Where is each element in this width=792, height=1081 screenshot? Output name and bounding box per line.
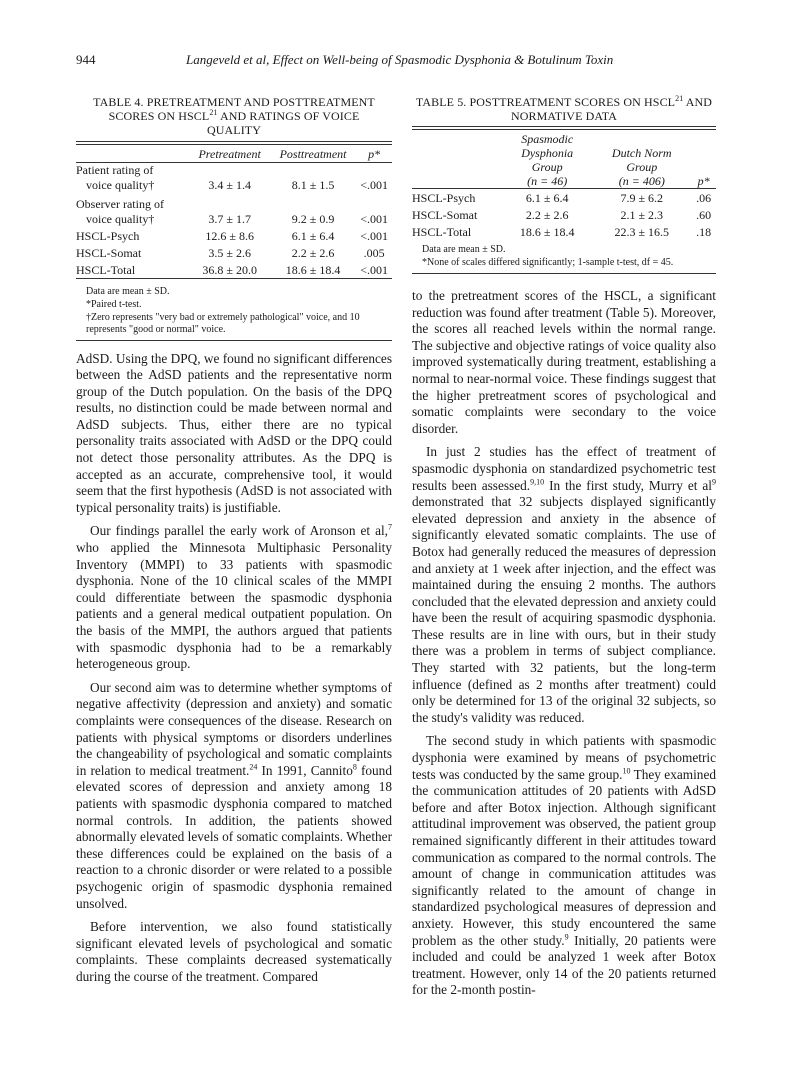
table4-caption-line3: QUALITY xyxy=(206,123,262,137)
running-head: Langeveld et al, Effect on Well-being of Spasmodic Dysphonia & Botulinum Toxin xyxy=(186,52,614,67)
paragraph: In just 2 studies has the effect of treatment of spasmodic dysphonia on standardized psychometric test results been assessed.$^{9,10}$ In the first study, Murry et $al^9$ demonstrated that 32 subjects displayed significantly elevated depression and anxiety in the absence of significantly elevated somatic complaints. The use of Botox had generally reduced the measures of depression and anxiety at 1 week after injection, and the effect was maintained during the ensuing 2 months. The authors concluded that the elevated depression and anxiety could have been the result of acquiring spasmodic dysphonia. These results are in line with ours, but in their study there was a problem in terms of subject compliance. They started with 32 patients, but the long-term influence (defined as 2 months after treatment) could only be determined for 13 of the original 32 subjects, so the study's validity was reduced. xyxy=(412,444,716,725)
table5-notes xyxy=(412,244,716,269)
left-body xyxy=(76,351,392,986)
table4-col-post: Posttreatment xyxy=(279,147,347,161)
paragraph: to the pretreatment scores of the HSCL, a significant reduction was found after treatment (Table 5). Moreover, the scores all reached levels within the normal range. The subjective and objective ratings of voice quality also improved systematically during treatment, establishing a normal to near-normal voice. These findings suggest that the higher pretreatment scores of psychological and somatic complaints were secondary to the voice disorder. xyxy=(412,288,716,436)
table5-caption-line1: TABLE 5. POSTTREATMENT SCORES ON HSCL$^{21}$ AND xyxy=(415,94,713,109)
paragraph: Our second aim was to determine whether symptoms of negative affectivity (depression and anxiety) and somatic complaints were consequences of the disease. Research on patients with physical symptoms or disorders underlines the changeability of psychological and somatic complaints in relation to medical treatment.$^{24}$ In 1991, Cannito$^8$ found elevated scores of depression and anxiety among 18 patients with spasmodic dysphonia compared to matched normal controls. In addition, the patients showed abnormally elevated levels of somatic complaints. Whether these differences could be explained on the basis of a reaction to a chronic disorder or were related to a possible psychogenic origin of spasmodic dysphonia remained unsolved. xyxy=(76,679,392,911)
table-row: HSCL-Psych 6.1 ± 6.4 7.9 ± 6.2 .06 xyxy=(412,191,712,205)
table-row: voice quality† 3.7 ± 1.7 9.2 ± 0.9 <.001 xyxy=(86,212,388,226)
table4 xyxy=(76,141,392,282)
right-body xyxy=(412,288,716,999)
right-column xyxy=(412,95,716,1006)
paragraph: The second study in which patients with spasmodic dysphonia were examined by means of psychometric tests was conducted by the same group.$^{10}$ They examined the communication attitudes of 20 patients with AdSD before and after Botox injection. Although significant attitudinal improvement was observed, the patient group remained significantly different in their attitudes toward communication as compared to the normal controls. The amount of change in communication attitudes was significantly related to the amount of change in standardized psychological measures of depression and anxiety. However, this study encountered the same problem as the other study.$^9$ Initially, 20 patients were included and could be analyzed 1 week after Botox treatment. However, only 14 of the 20 patients returned for the 2-month postin- xyxy=(412,733,716,998)
table5-col-sd: Spasmodic Dysphonia Group (n = 46) xyxy=(521,132,574,188)
table-row: HSCL-Somat 2.2 ± 2.6 2.1 ± 2.3 .60 xyxy=(412,208,712,222)
table4-caption-line2: SCORES ON HSCL$^{21}$ AND RATINGS OF VOICE xyxy=(108,108,360,123)
table-row: Patient rating of xyxy=(76,163,154,177)
paragraph: Our findings parallel the early work of Aronson et al,$^7$ who applied the Minnesota Multiphasic Personality Inventory (MMPI) to 33 patients with spasmodic dysphonia. None of the 10 clinical scales of the MMPI could differentiate between the spasmodic dysphonia patients and a general medical outpatient population. On the basis of the MMPI, the authors argued that patients with spasmodic dysphonia had to be a remarkably heterogeneous group. xyxy=(76,523,392,672)
table4-col-p: p* xyxy=(368,147,381,161)
table4-note: *Paired t-test. xyxy=(86,298,142,310)
table-row: HSCL-Psych 12.6 ± 8.6 6.1 ± 6.4 <.001 xyxy=(76,229,388,243)
table5-col-p: p* xyxy=(697,174,710,188)
table4-caption xyxy=(76,95,392,137)
table4-note: Data are mean ± SD. xyxy=(86,285,170,297)
table5-note: *None of scales differed significantly; 1-sample t-test, df = 45. xyxy=(422,257,674,268)
page-number: 944 xyxy=(76,52,96,67)
left-column xyxy=(76,95,392,992)
table-row: Observer rating of xyxy=(76,197,164,211)
table-row: HSCL-Total 18.6 ± 18.4 22.3 ± 16.5 .18 xyxy=(412,225,712,239)
paragraph: AdSD. Using the DPQ, we found no significant differences between the AdSD patients and the representative norm group of the Dutch population. On the basis of the DPQ results, no distinction could be made between normal and AdSD subjects. Thus, either there are no typical personality traits associated with AdSD or the DPQ could not detect those personality attributes. As the DPQ is accepted as an accurate, comprehensive tool, it would seem that the first hypothesis (AdSD is not associated with typical personality traits) is justifiable. xyxy=(76,350,392,515)
table4-caption-line1: TABLE 4. PRETREATMENT AND POSTTREATMENT xyxy=(93,95,375,109)
table5-caption-line2: NORMATIVE DATA xyxy=(510,109,618,123)
table4-note: †Zero represents "very bad or extremely pathological" voice, and 10 represents "good or normal" voice. xyxy=(86,311,360,335)
table5-note: Data are mean ± SD. xyxy=(422,244,506,255)
table-row: voice quality† 3.4 ± 1.4 8.1 ± 1.5 <.001 xyxy=(86,178,388,192)
table5 xyxy=(412,126,716,240)
table5-caption xyxy=(412,95,716,123)
table-row: HSCL-Somat 3.5 ± 2.6 2.2 ± 2.6 .005 xyxy=(76,246,385,260)
paragraph: Before intervention, we also found statistically significant elevated levels of psychological and somatic complaints. These complaints decreased systematically during the course of the treatment. Compared xyxy=(76,919,392,984)
table-row: HSCL-Total 36.8 ± 20.0 18.6 ± 18.4 <.001 xyxy=(76,262,388,277)
table4-col-pre: Pretreatment xyxy=(198,147,261,161)
table4-notes xyxy=(76,286,392,336)
table5-col-norm: Dutch Norm Group (n = 406) xyxy=(611,146,672,188)
